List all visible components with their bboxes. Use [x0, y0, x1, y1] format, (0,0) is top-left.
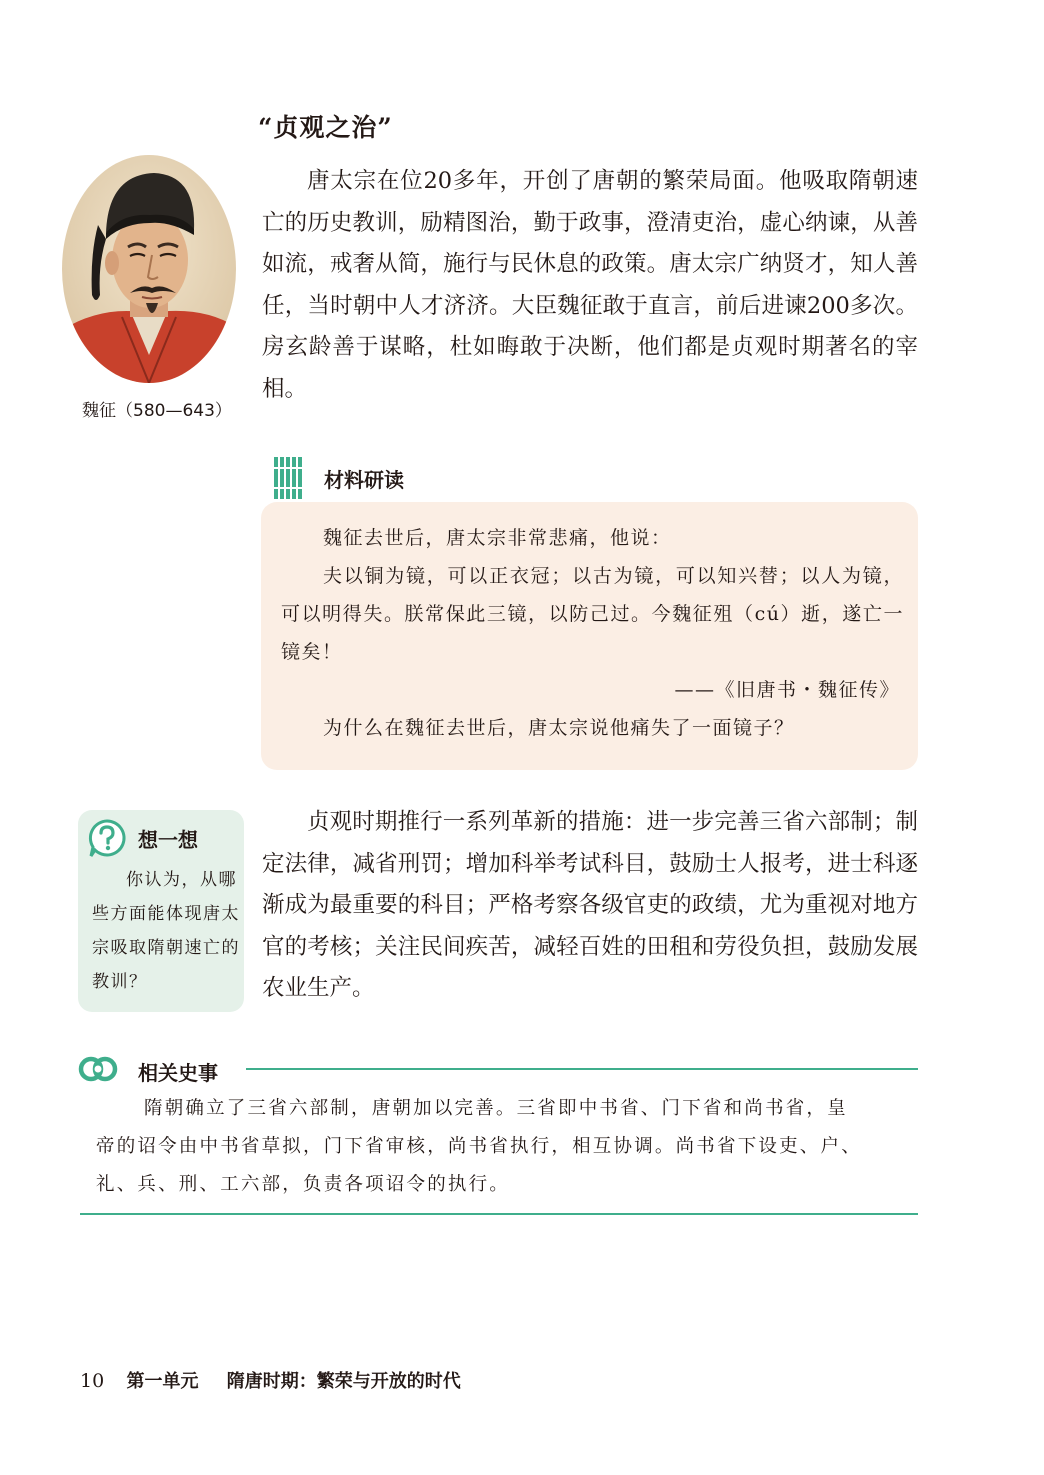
- question-bubble-icon: [87, 818, 127, 858]
- related-line-3: 礼、兵、刑、工六部，负责各项诏令的执行。: [96, 1174, 511, 1195]
- material-reading-title: 材料研读: [324, 467, 404, 492]
- related-history-title: 相关史事: [138, 1061, 218, 1085]
- section-title: “贞观之治”: [258, 113, 393, 142]
- think-box: [78, 810, 244, 1012]
- think-text: 你认为，从哪些方面能体现唐太宗吸取隋朝速亡的教训？: [92, 870, 240, 992]
- book-icon: [274, 457, 305, 499]
- page-footer: [80, 1367, 461, 1393]
- unit-title: 隋唐时期：繁荣与开放的时代: [226, 1371, 461, 1392]
- material-source: ——《旧唐书・魏征传》: [674, 679, 900, 701]
- material-reading-header: [274, 457, 404, 499]
- unit-label: 第一单元: [126, 1371, 199, 1392]
- related-line-2: 帝的诏令由中书省草拟，门下省审核，尚书省执行，相互协调。尚书省下设吏、户、: [96, 1136, 862, 1157]
- divider: [246, 1068, 918, 1070]
- related-line-1: 隋朝确立了三省六部制，唐朝加以完善。三省即中书省、门下省和尚书省，皇: [144, 1098, 848, 1119]
- portrait-wei-zheng: [62, 155, 236, 383]
- material-quote: 夫以铜为镜，可以正衣冠；以古为镜，可以知兴替；以人为镜，可以明得失。朕常保此三镜，以防己过。今魏征殂（cú）逝，遂亡一镜矣！: [281, 565, 904, 663]
- paragraph-zhenguan-reforms: [262, 802, 918, 1010]
- related-history-header: [78, 1050, 918, 1090]
- paragraph-zhenguan-intro: [262, 161, 918, 411]
- divider: [80, 1213, 918, 1215]
- paragraph-text: 贞观时期推行一系列革新的措施：进一步完善三省六部制；制定法律，减省刑罚；增加科举考试科目，鼓励士人报考，进士科逐渐成为最重要的科目；严格考察各级官吏的政绩，尤为重视对地方官的考核；关注民间疾苦，减轻百姓的田租和劳役负担，鼓励发展农业生产。: [262, 809, 918, 1002]
- material-reading-box: [261, 502, 918, 770]
- material-intro: 魏征去世后，唐太宗非常悲痛，他说：: [323, 527, 672, 549]
- material-question: 为什么在魏征去世后，唐太宗说他痛失了一面镜子？: [323, 717, 795, 739]
- related-history-text: [96, 1090, 916, 1204]
- linked-rings-icon: [78, 1050, 118, 1088]
- page-number: 10: [80, 1370, 105, 1392]
- portrait-caption: 魏征（580—643）: [82, 401, 232, 421]
- paragraph-text: 唐太宗在位20多年，开创了唐朝的繁荣局面。他吸取隋朝速亡的历史教训，励精图治，勤于政事，澄清吏治，虚心纳谏，从善如流，戒奢从简，施行与民休息的政策。唐太宗广纳贤才，知人善任，当时朝中人才济济。大臣魏征敢于直言，前后进谏200多次。房玄龄善于谋略，杜如晦敢于决断，他们都是贞观时期著名的宰相。: [262, 168, 918, 402]
- think-title: 想一想: [138, 828, 198, 852]
